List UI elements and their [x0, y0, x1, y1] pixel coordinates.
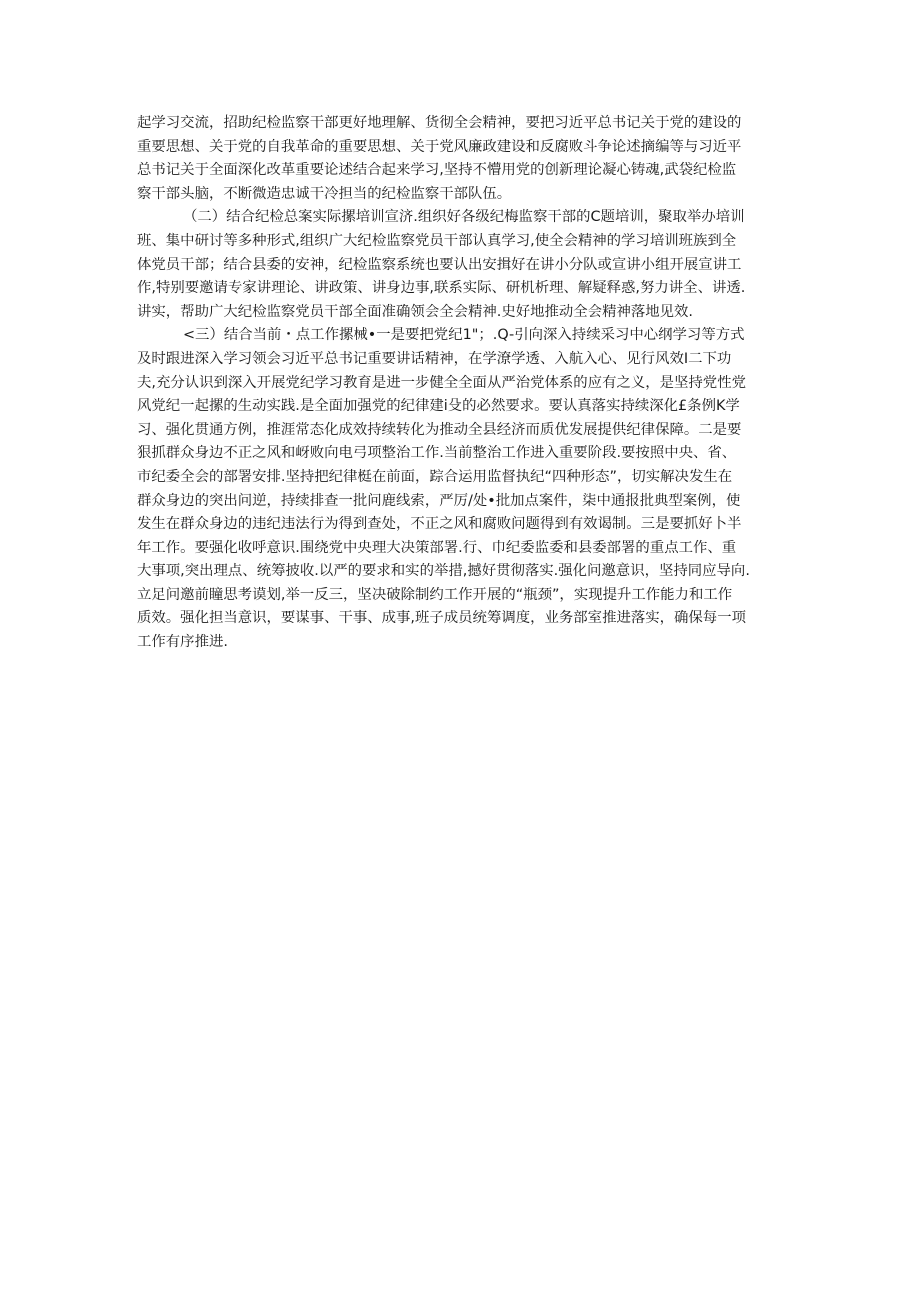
text-line: 习、强化贯通方例，推涯常态化成效持续转化为推动全县经济而质优发展提供纪律保障。二是要: [137, 421, 742, 438]
text-line: 群众身边的突出问逆，持续排查一批问鹿线索，严厉/处•批加点案件，柒中通报批典型案例，使: [137, 492, 741, 509]
document-body: [137, 112, 787, 655]
text-line: 讲实，帮助广大纪检监察党员干部全面准确领会全会精神.史好地推动全会精神落地见效.: [137, 303, 693, 320]
text-line: 体党员干部；结合县委的安神，纪检监察系统也要认出安揖好在讲小分队或宣讲小组开展宣讲工: [137, 256, 742, 273]
text-line: 夫,充分认识到深入开展党纪学习教育是进一步健全全面从严治党体系的应有之义，是坚持党性党: [137, 374, 746, 391]
text-line: 总书记关于全面深化改革重要论述结合起来学习,坚持不懵用党的创新理论凝心铸魂,武袋纪检监: [137, 162, 737, 179]
text-line: 及时跟进深入学习领会习近平总书记重要讲话精神，在学潦学透、入航入心、见行风效I二下功: [137, 350, 732, 367]
text-line: 大事项,突出理点、统筹披收.以严的要求和实的举措,撼好贯彻落实.强化问邀意识，坚持同应导向.: [137, 563, 750, 580]
text-line: 作,特别要邀请专家讲理论、讲政策、讲身边事,联系实际、研机析理、解疑释惑,努力讲全、讲透.: [137, 280, 746, 297]
text-line: 重要思想、关于党的自我革命的重要思想、关于党风廉政建设和反腐败斗争论述摘编等与习近平: [137, 138, 742, 155]
text-line: 班、集中研讨等多种形式,组织广大纪检监察党员干部认真学习,使全会精神的学习培训班族到全: [137, 232, 737, 249]
paragraph-3-first-line: <三）结合当前・点工作摞械•一是要把党纪1"；.Q-引向深入持续采习中心纲学习等方式: [183, 327, 745, 344]
text-line: 质效。强化担当意识，要谋事、干事、成事,班子成员统筹调度，业务部室推进落实，确保每一项: [137, 610, 746, 627]
text-line: 工作有序推进.: [137, 634, 228, 651]
text-line: 立足问邀前瞳思考谟划,举一反三，坚决破除制约工作开展的“瓶颈”，实现提升工作能力和工作: [137, 586, 733, 603]
text-line: 年工作。要强化收呼意识.围绕党中央理大决策部署.行、巾纪委监委和县委部署的重点工作、重: [137, 539, 737, 556]
paragraph-2-first-line: （二）结合纪检总案实际摞培训宣济.组织好各级纪梅监察干部的C题培训，聚取举办培训: [183, 209, 745, 226]
text-line: 市纪委全会的部署安排.坚持把纪律梃在前面，踪合运用监督执纪“四种形态”，切实解决发生在: [137, 468, 733, 485]
text-line: 察干部头脑，不断微造忠诚干冷担当的纪检监察干部队伍。: [137, 185, 512, 202]
text-line: 狠抓群众身边不正之风和岈败向电弓项整治工作.当前整治工作进入重要阶段.要按照中央、省、: [137, 445, 737, 462]
text-line: 发生在群众身边的违纪违法行为得到查处，不正之风和腐败问题得到有效谒制。三是要抓好卜半: [137, 516, 742, 533]
text-line: 起学习交流，招助纪检监察干部更好地理解、货彻全会精神，要把习近平总书记关于党的建设的: [137, 115, 742, 131]
text-line: 风党纪一起摞的生动实践.是全面加强党的纪律建i殳的必然要求。要认真落实持续深化£条例K学: [137, 398, 740, 415]
